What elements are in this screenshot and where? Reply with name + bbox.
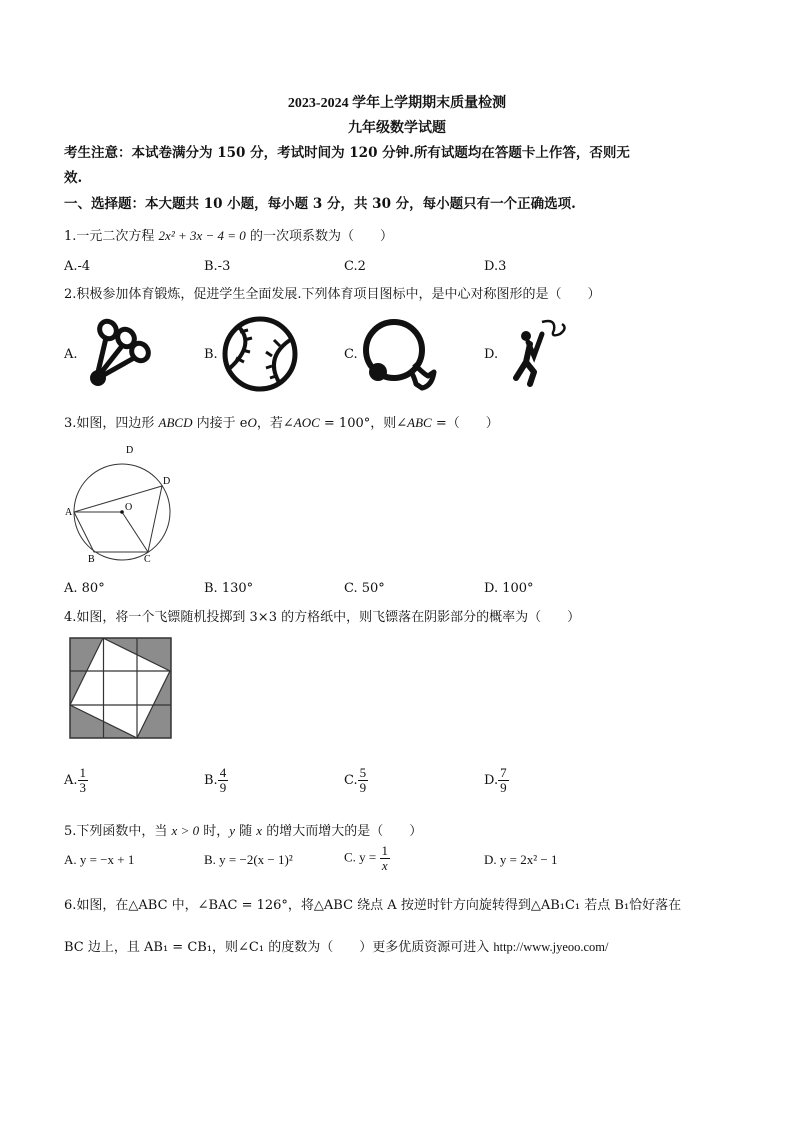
q2-label-c: C. bbox=[344, 347, 358, 362]
q2-label-a: A. bbox=[64, 347, 78, 362]
q4-option-b-den: 9 bbox=[219, 780, 227, 795]
q4-option-a-num: 1 bbox=[79, 765, 87, 780]
q4-option-d-fraction bbox=[498, 766, 509, 795]
q3-quad: ABCD bbox=[158, 415, 193, 430]
q4-option-d-letter: D. bbox=[484, 773, 499, 788]
q3-option-d: D. 100° bbox=[484, 581, 534, 596]
q4-option-c bbox=[344, 766, 368, 795]
q5-option-c-num: 1 bbox=[381, 843, 389, 858]
q6-url: http://www.jyeoo.com/ bbox=[493, 940, 609, 954]
q5-x: x bbox=[256, 823, 263, 838]
q3-stem bbox=[64, 412, 499, 431]
q3-angle1: AOC bbox=[293, 415, 320, 430]
gymnast-icon bbox=[504, 316, 576, 392]
q5-option-c bbox=[344, 844, 390, 873]
notice-line1: 考生注意：本试卷满分为 150 分，考试时间为 120 分钟.所有试题均在答题卡上作答，否则无 bbox=[64, 145, 630, 161]
q6-line2 bbox=[64, 936, 609, 955]
q3-stem-e: =（ ） bbox=[431, 416, 499, 431]
q3-fig-label-o: O bbox=[125, 502, 133, 513]
q2-stem: 2.积极参加体育锻炼，促进学生全面发展.下列体育项目图标中，是中心对称图形的是（ ） bbox=[64, 287, 601, 302]
q6-line1: 6.如图，在△ABC 中，∠BAC = 126°，将△ABC 绕点 A 按逆时针方向旋转得到△AB₁C₁ 若点 B₁恰好落在 bbox=[64, 898, 682, 913]
q4-option-a bbox=[64, 766, 88, 795]
q1-option-d: D.3 bbox=[484, 259, 507, 274]
q3-circle-figure bbox=[60, 440, 180, 570]
q3-fig-label-c: C bbox=[144, 554, 151, 565]
q1-stem-a: 1.一元二次方程 bbox=[64, 229, 159, 244]
q3-angle2: ABC bbox=[407, 415, 432, 430]
q4-option-a-letter: A. bbox=[64, 773, 78, 788]
q4-option-d-den: 9 bbox=[500, 780, 507, 795]
q1-option-c: C.2 bbox=[344, 259, 366, 274]
q3-option-a: A. 80° bbox=[64, 581, 105, 596]
q2-label-b: B. bbox=[204, 347, 218, 362]
q5-y: y bbox=[229, 823, 236, 838]
q5-stem bbox=[64, 820, 422, 839]
q4-option-c-letter: C. bbox=[344, 773, 358, 788]
q5-condition: x > 0 bbox=[171, 823, 200, 838]
baseball-icon bbox=[218, 314, 302, 394]
q5-option-c-prefix: C. y = bbox=[344, 849, 380, 865]
q5-stem-a: 5.下列函数中，当 bbox=[64, 824, 172, 839]
q5-option-c-den: x bbox=[381, 858, 388, 873]
q3-circle: O bbox=[247, 415, 257, 430]
q5-option-b: B. y = −2(x − 1)² bbox=[204, 852, 293, 867]
q3-fig-label-a: A bbox=[65, 507, 73, 518]
q5-stem-d: 的增大而增大的是（ ） bbox=[262, 824, 423, 839]
q4-option-c-num: 5 bbox=[359, 765, 367, 780]
q4-option-b-num: 4 bbox=[219, 765, 227, 780]
q4-option-b-fraction bbox=[218, 766, 229, 795]
q4-option-d bbox=[484, 766, 509, 795]
q4-stem: 4.如图，将一个飞镖随机投掷到 3×3 的方格纸中，则飞镖落在阴影部分的概率为（ ） bbox=[64, 610, 581, 625]
q1-option-a: A.-4 bbox=[64, 259, 91, 274]
q5-option-a: A. y = −x + 1 bbox=[64, 852, 135, 867]
q3-fig-label-d-top: D bbox=[126, 445, 134, 456]
shuttlecock-icon bbox=[78, 316, 162, 392]
q4-option-a-den: 3 bbox=[79, 780, 87, 795]
q3-option-c: C. 50° bbox=[344, 581, 385, 596]
q1-stem-b: 的一次项系数为（ ） bbox=[245, 229, 393, 244]
q3-option-b: B. 130° bbox=[204, 581, 254, 596]
q2-label-d: D. bbox=[484, 347, 499, 362]
q4-option-a-fraction bbox=[78, 766, 89, 795]
q1-stem bbox=[64, 225, 393, 244]
q4-option-d-num: 7 bbox=[500, 765, 507, 780]
q5-stem-b: 时， bbox=[199, 824, 230, 839]
q3-stem-a: 3.如图，四边形 bbox=[64, 416, 159, 431]
q3-fig-label-d: D bbox=[163, 476, 171, 487]
q6-line2-text: BC 边上，且 AB₁ = CB₁，则∠C₁ 的度数为（ ）更多优质资源可进入 bbox=[64, 940, 494, 955]
q4-option-b-letter: B. bbox=[204, 773, 218, 788]
q5-option-c-fraction bbox=[380, 844, 391, 873]
notice-line2: 效. bbox=[64, 170, 83, 186]
section-heading: 一、选择题：本大题共 10 小题，每小题 3 分，共 30 分，每小题只有一个正确选项. bbox=[64, 196, 576, 212]
q1-equation: 2x² + 3x − 4 = 0 bbox=[158, 228, 246, 243]
q3-stem-b: 内接于 e bbox=[192, 416, 248, 431]
q4-grid-figure bbox=[69, 637, 172, 739]
exam-title: 2023-2024 学年上学期期末质量检测 bbox=[287, 96, 507, 111]
q5-option-d: D. y = 2x² − 1 bbox=[484, 852, 558, 867]
q3-stem-d: = 100°，则∠ bbox=[319, 416, 408, 431]
q3-fig-label-b: B bbox=[88, 554, 95, 565]
table-tennis-icon bbox=[358, 314, 442, 394]
q4-option-c-den: 9 bbox=[359, 780, 367, 795]
q4-option-b bbox=[204, 766, 228, 795]
q4-option-c-fraction bbox=[358, 766, 369, 795]
q3-stem-c: ，若∠ bbox=[256, 416, 294, 431]
q5-stem-c: 随 bbox=[235, 824, 257, 839]
exam-subtitle: 九年级数学试题 bbox=[348, 121, 446, 136]
q1-option-b: B.-3 bbox=[204, 259, 231, 274]
